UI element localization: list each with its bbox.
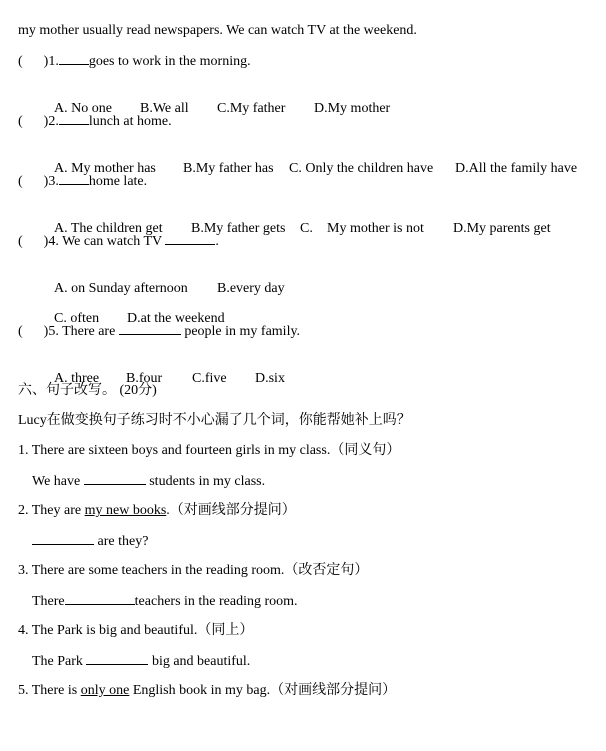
rewrite-5-prefix: 5. There is [18,683,81,698]
option-c[interactable]: C. often [54,311,100,326]
option-b[interactable]: B.every day [217,281,285,296]
question-2-stem: lunch at home. [88,114,172,129]
answer-blank[interactable] [59,52,89,65]
underlined-phrase: only one [80,683,130,698]
rewrite-3-suffix: teachers in the reading room. [134,594,298,609]
rewrite-4-answer [32,652,250,671]
option-b[interactable]: B.four [126,371,163,386]
answer-blank[interactable] [32,532,94,545]
answer-blank[interactable] [165,232,215,245]
option-b[interactable]: B.We all [140,101,189,116]
question-3-number: ( )3. [18,174,59,189]
rewrite-1-suffix: students in my class. [149,474,266,489]
question-4 [18,232,219,251]
question-1-stem: goes to work in the morning. [88,54,251,69]
rewrite-5-suffix: English book in my bag.（对画线部分提问） [129,683,397,698]
rewrite-5-question [18,682,396,700]
rewrite-2-answer-text: are they? [97,534,149,549]
option-b[interactable]: B.My father gets [191,221,286,236]
rewrite-3-answer [32,592,298,611]
option-d[interactable]: D.six [255,371,285,386]
option-d[interactable]: D.All the family have [455,161,578,176]
option-c[interactable]: C. [300,221,313,236]
question-4-period: . [215,234,219,249]
rewrite-2-question [18,502,296,520]
question-3-stem: home late. [88,174,148,189]
rewrite-3-question: 3. There are some teachers in the reading room.（改否定句） [18,563,369,578]
rewrite-1-question: 1. There are sixteen boys and fourteen girls in my class.（同义句） [18,443,401,458]
rewrite-1-prefix: We have [32,474,81,489]
question-1 [18,52,251,71]
answer-blank[interactable] [59,112,89,125]
option-d[interactable]: D.at the weekend [127,311,225,326]
answer-blank[interactable] [65,592,135,605]
rewrite-4-question: 4. The Park is big and beautiful.（同上） [18,623,254,638]
underlined-phrase: my new books [84,503,167,518]
intro-text: my mother usually read newspapers. We can watch TV at the weekend. [18,23,417,38]
option-c[interactable]: C. Only the children have [289,161,434,176]
rewrite-3-prefix: There [32,594,65,609]
answer-blank[interactable] [86,652,148,665]
rewrite-2-answer [32,532,148,551]
rewrite-2-suffix: .（对画线部分提问） [166,503,296,518]
question-5 [18,322,300,341]
question-2-number: ( )2. [18,114,59,129]
rewrite-1-answer [32,472,265,491]
rewrite-4-prefix: The Park [32,654,83,669]
option-a[interactable]: A. on Sunday afternoon [54,281,188,296]
question-5-stem-end: people in my family. [184,324,301,339]
option-d[interactable]: D.My mother [314,101,391,116]
answer-blank[interactable] [59,172,89,185]
section-6-title: 六、句子改写。 (20分) [18,383,157,398]
option-c[interactable]: C.five [192,371,227,386]
answer-blank[interactable] [84,472,146,485]
question-5-stem: ( )5. There are [18,324,116,339]
option-c[interactable]: C.My father [217,101,286,116]
option-a[interactable]: A. three [54,371,100,386]
option-a[interactable]: A. My mother has [54,161,156,176]
option-b[interactable]: B.My father has [183,161,274,176]
rewrite-4-suffix: big and beautiful. [151,654,251,669]
option-a[interactable]: A. No one [54,101,112,116]
question-2 [18,112,172,131]
rewrite-2-prefix: 2. They are [18,503,85,518]
question-1-number: ( )1. [18,54,59,69]
question-3 [18,172,147,191]
question-4-stem: ( )4. We can watch TV [18,234,162,249]
option-c-text[interactable]: My mother is not [327,221,424,236]
option-d[interactable]: D.My parents get [453,221,551,236]
option-a[interactable]: A. The children get [54,221,163,236]
section-6-instruction: Lucy在做变换句子练习时不小心漏了几个词，你能帮她补上吗？ [18,413,411,428]
answer-blank[interactable] [119,322,181,335]
